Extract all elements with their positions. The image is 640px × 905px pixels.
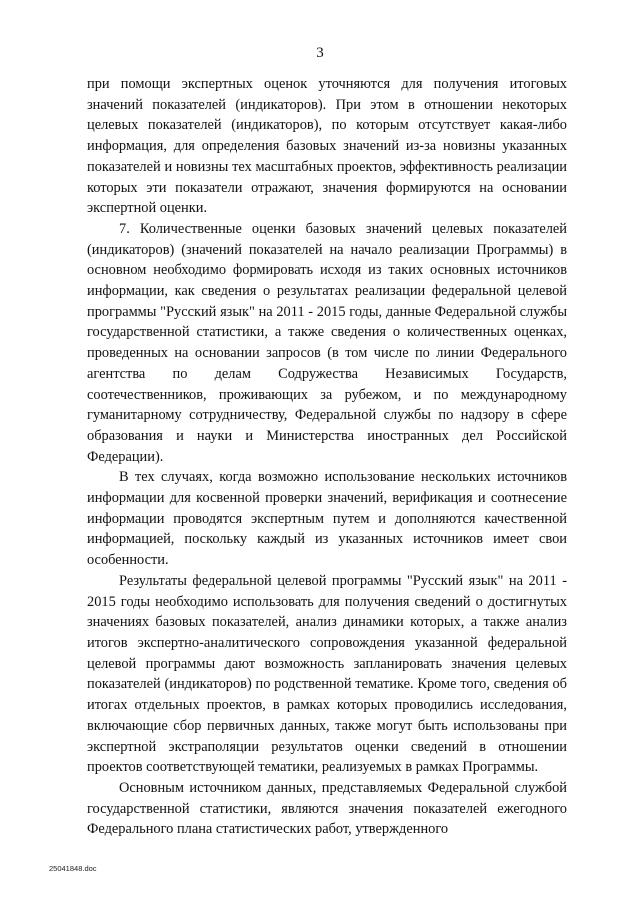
page-number: 3: [316, 45, 324, 61]
paragraph-statistics-source: Основным источником данных, представляемых Федеральной службой государственной статистики, являются значения показателей ежегодного Федерального плана статистических работ, утвержденного: [87, 779, 567, 838]
paragraph-program-results: Результаты федеральной целевой программы "Русский язык" на 2011 - 2015 годы необходимо использовать для получения сведений о достигнутых значениях базовых показателей, анализ динамики которых, а также анализ итогов экспертно-аналитического сопровождения указанной федеральной целевой программы дают возможность запланировать значения целевых показателей (индикаторов) по родственной тематике. Кроме того, сведения об итогах отдельных проектов, в рамках которых проводились исследования, включающие сбор первичных данных, также могут быть использованы при экспертной экстраполяции результатов оценки сведений в отношении проектов соответствующей тематики, реализуемых в рамках Программы.: [87, 572, 567, 776]
paragraph-multiple-sources: В тех случаях, когда возможно использование нескольких источников информации для косвенной проверки значений, верификация и соотнесение информации проводятся экспертным путем и дополняются качественной информацией, поскольку каждый из указанных источников имеет свои особенности.: [87, 469, 567, 569]
footer-document-code: 25041848.doc: [49, 864, 97, 873]
document-body: [87, 74, 567, 840]
paragraph-continuation: при помощи экспертных оценок уточняются для получения итоговых значений показателей (индикаторов). При этом в отношении некоторых целевых показателей (индикаторов), по которым отсутствует какая-либо информация, для определения базовых значений из-за новизны указанных показателей и новизны тех масштабных проектов, эффективность реализации которых эти показатели отражают, значения формируются на основании экспертной оценки.: [87, 76, 567, 217]
paragraph-item-7: 7. Количественные оценки базовых значений целевых показателей (индикаторов) (значений показателей на начало реализации Программы) в основном необходимо формировать исходя из таких основных источников информации, как сведения о результатах реализации федеральной целевой программы "Русский язык" на 2011 - 2015 годы, данные Федеральной службы государственной статистики, а также сведения о количественных оценках, проведенных на основании запросов (в том числе по линии Федерального агентства по делам Содружества Независимых Государств, соотечественников, проживающих за рубежом, и по международному гуманитарному сотрудничеству, Федеральной службы по надзору в сфере образования и науки и Министерства иностранных дел Российской Федерации).: [87, 220, 567, 465]
